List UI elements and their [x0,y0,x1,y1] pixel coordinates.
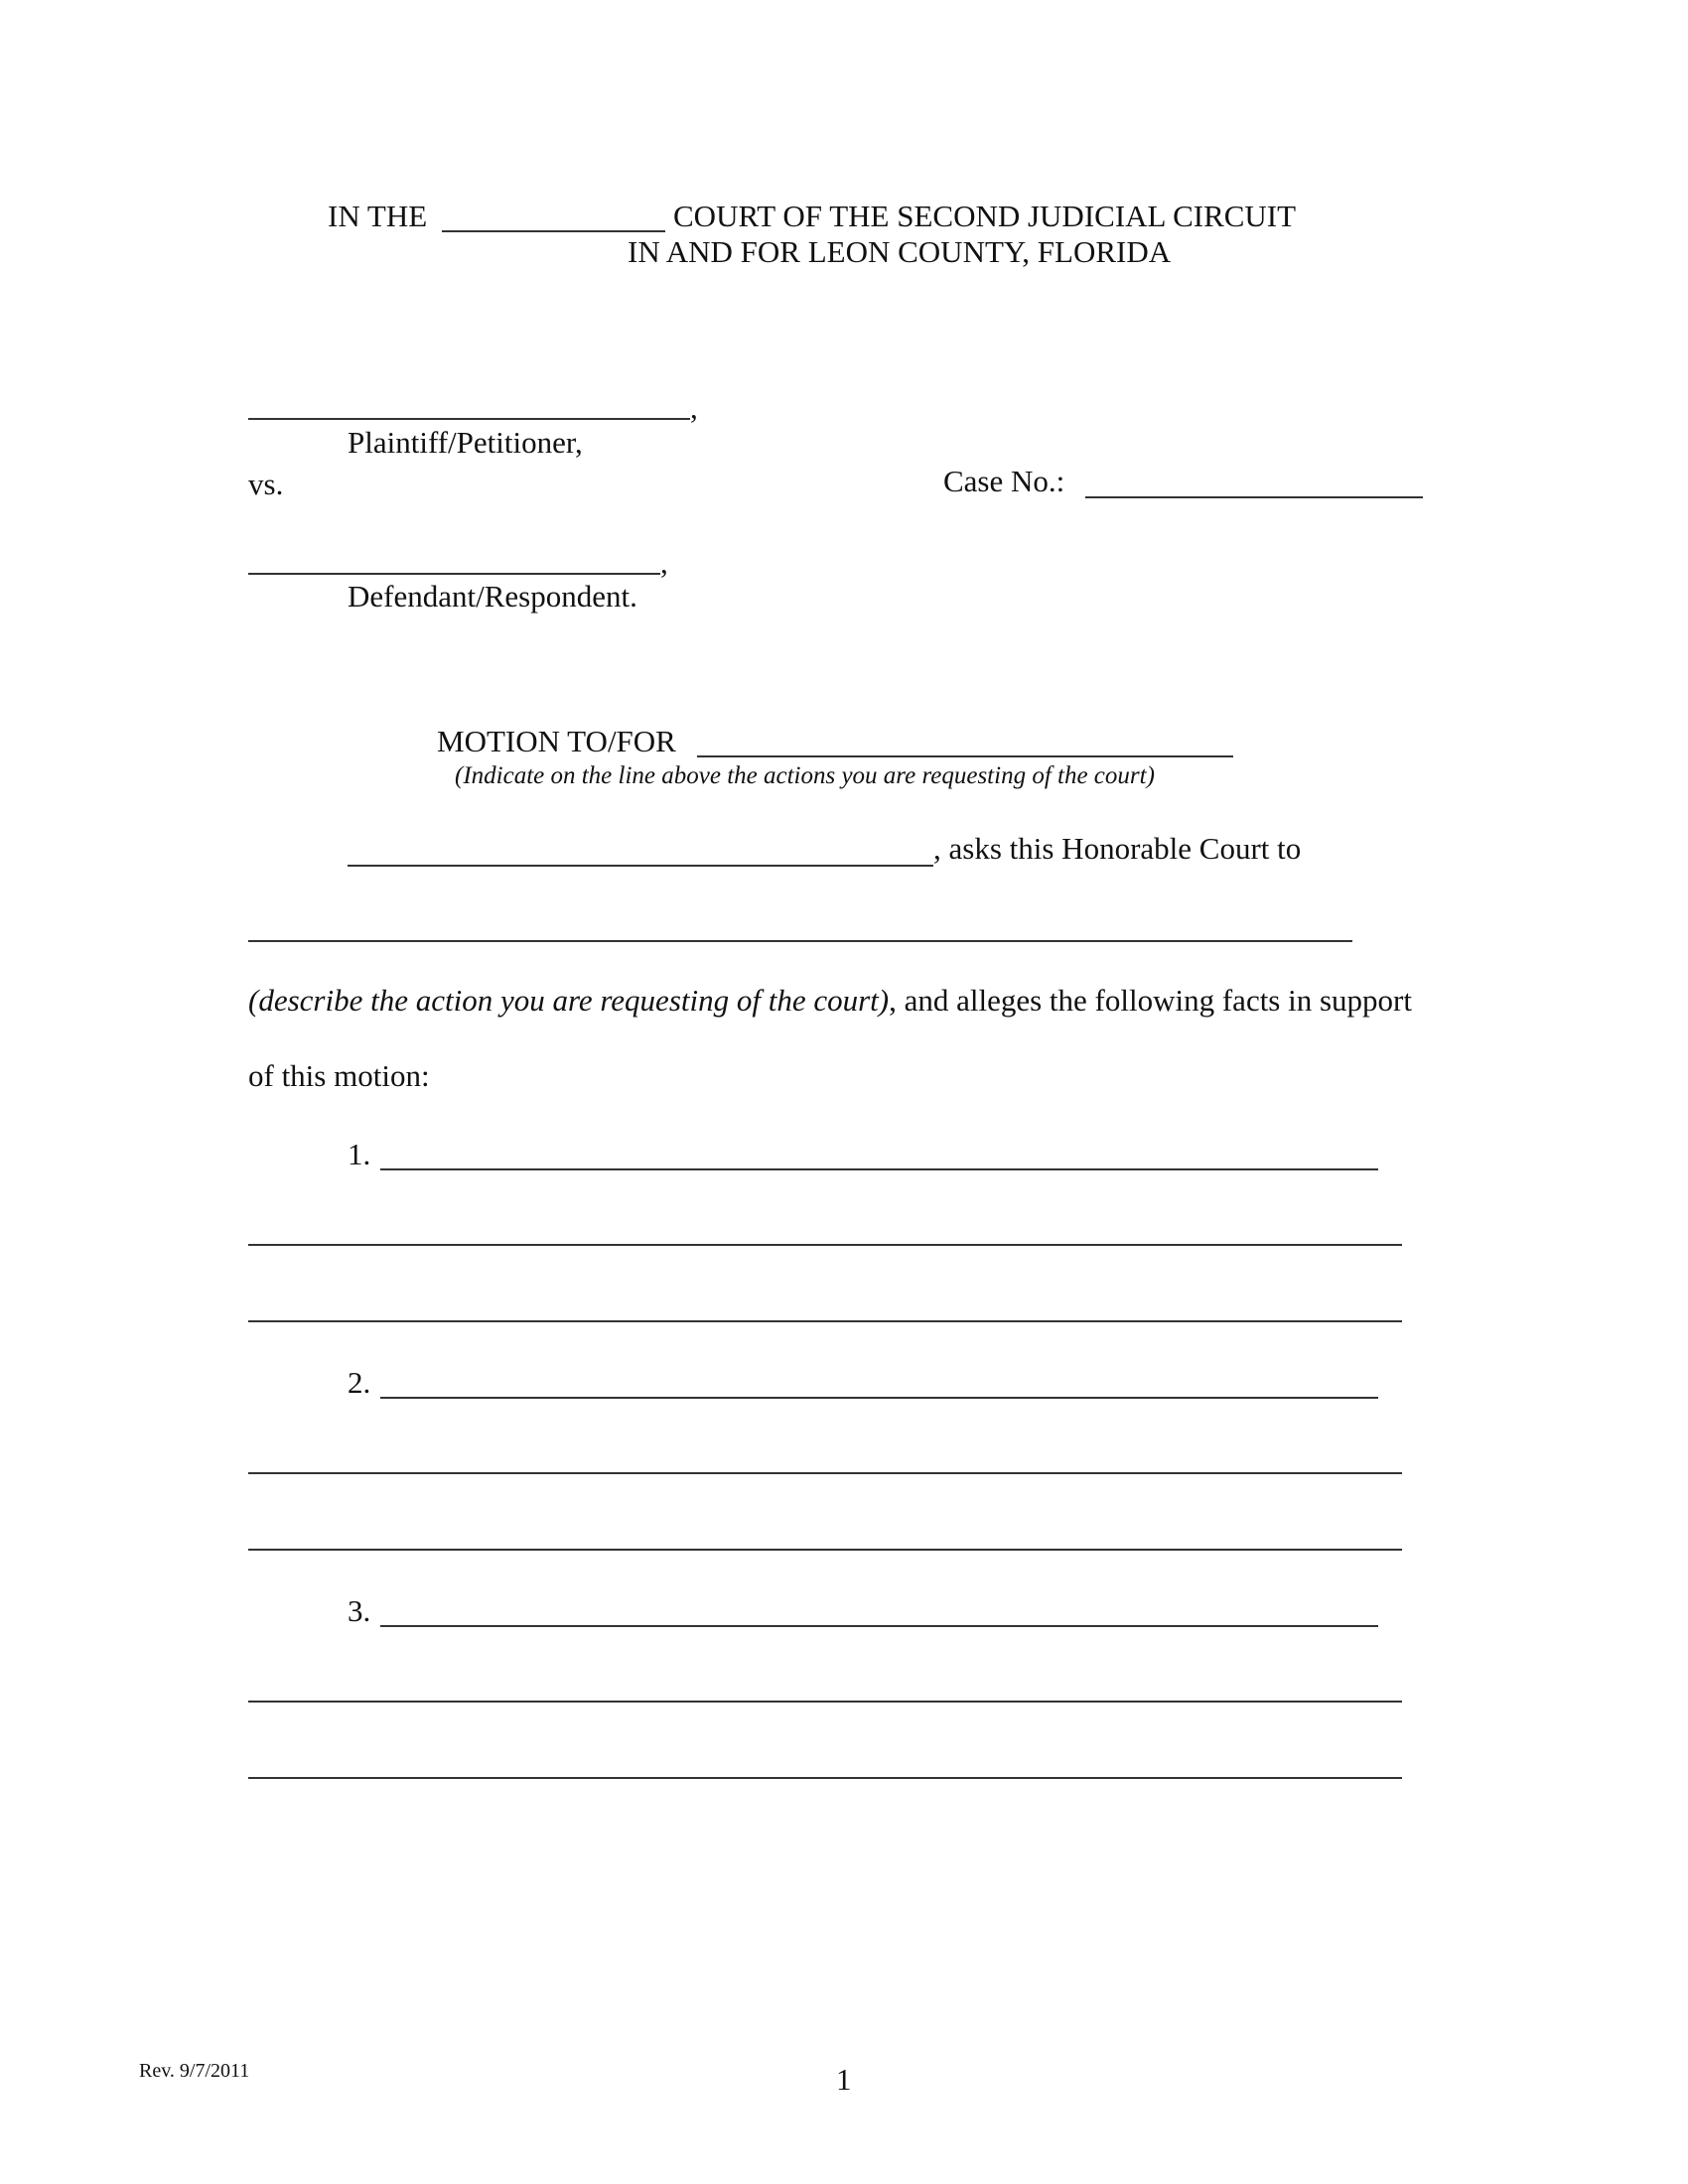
defendant-name-blank-line[interactable] [248,573,660,575]
movant-name-blank-line[interactable] [348,865,933,867]
fact-number-1: 1. [348,1137,371,1171]
court-name-blank-line[interactable] [442,230,665,232]
of-this-motion-text: of this motion: [248,1058,430,1093]
page-number: 1 [836,2062,852,2097]
versus-label: vs. [248,467,284,501]
revision-date: Rev. 9/7/2011 [139,2060,250,2082]
fact-3-continuation-line[interactable] [248,1777,1402,1779]
motion-action-blank-line[interactable] [697,755,1233,757]
fact-2-continuation-line[interactable] [248,1549,1402,1551]
requested-action-blank-line[interactable] [248,940,1352,942]
fact-3-blank-line[interactable] [380,1625,1378,1627]
fact-3-continuation-line[interactable] [248,1701,1402,1703]
court-header-circuit: COURT OF THE SECOND JUDICIAL CIRCUIT [673,199,1297,233]
motion-title: MOTION TO/FOR [437,724,676,758]
court-header-county: IN AND FOR LEON COUNTY, FLORIDA [628,234,1172,269]
fact-2-continuation-line[interactable] [248,1472,1402,1474]
plaintiff-name-blank-line[interactable] [248,418,690,420]
case-number-blank-line[interactable] [1085,496,1423,498]
fact-2-blank-line[interactable] [380,1397,1378,1399]
describe-action-italic: (describe the action you are requesting of the court) [248,983,890,1018]
court-header-in-the: IN THE [328,199,428,233]
plaintiff-label: Plaintiff/Petitioner, [348,425,583,460]
fact-1-continuation-line[interactable] [248,1244,1402,1246]
defendant-comma: , [660,545,668,580]
fact-number-2: 2. [348,1365,371,1400]
fact-1-blank-line[interactable] [380,1168,1378,1170]
case-number-label: Case No.: [943,464,1065,498]
asks-court-text: , asks this Honorable Court to [933,831,1302,866]
plaintiff-comma: , [690,390,698,425]
fact-number-3: 3. [348,1593,371,1628]
fact-1-continuation-line[interactable] [248,1320,1402,1322]
motion-instruction: (Indicate on the line above the actions you are requesting of the court) [455,762,1155,789]
alleges-facts-text: , and alleges the following facts in support [889,983,1412,1018]
defendant-label: Defendant/Respondent. [348,579,637,614]
describe-action-sentence [248,983,1412,1019]
